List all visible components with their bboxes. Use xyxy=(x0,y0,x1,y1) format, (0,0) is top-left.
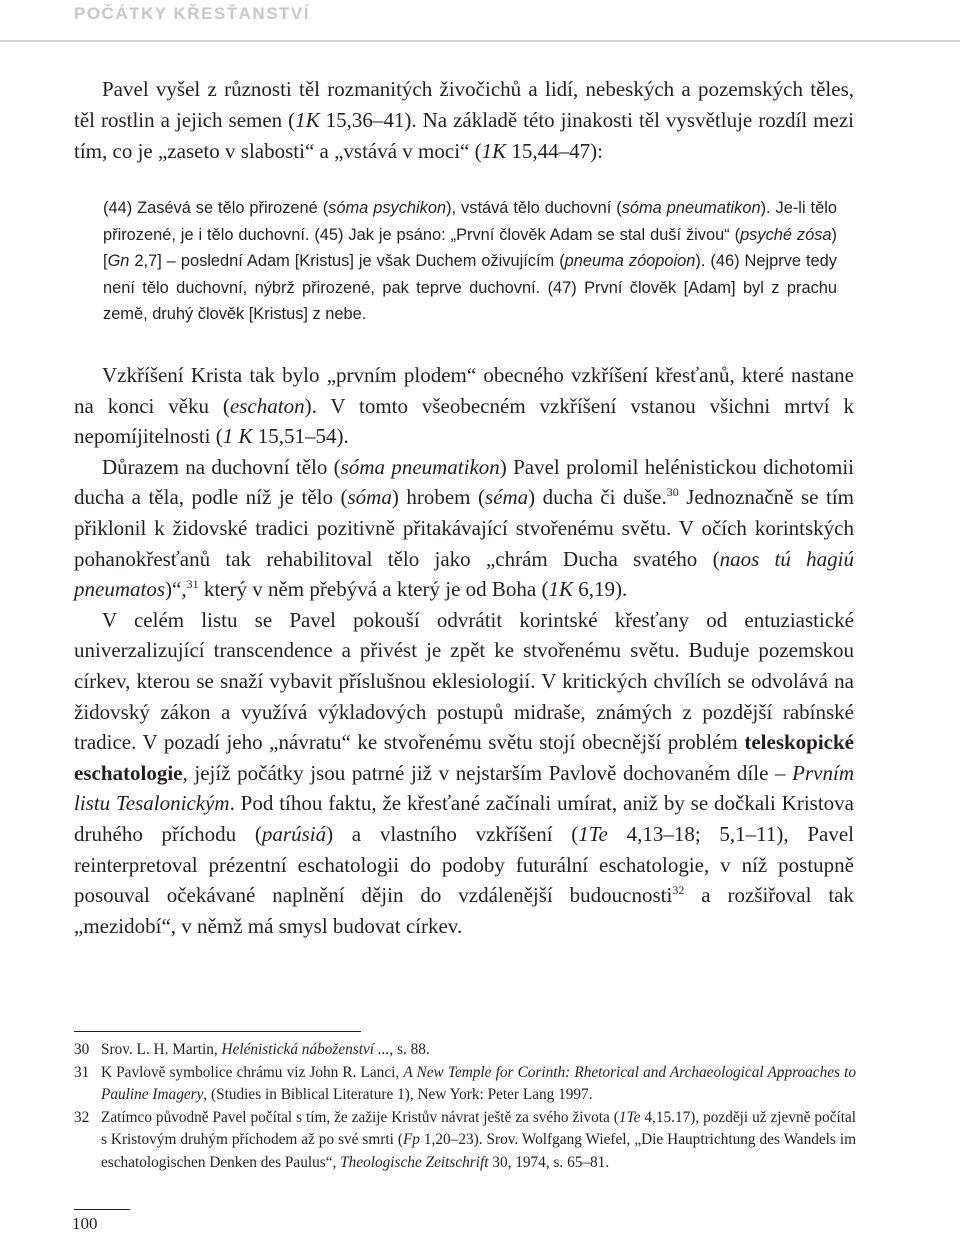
running-header-title: POČÁTKY KŘESŤANSTVÍ xyxy=(74,4,310,23)
cited-title: Theologische Zeitschrift xyxy=(340,1153,489,1171)
paragraph-text: ). V tomto všeobecném vzkříšení vstanou všichni mrtví k nepomíjitelnosti ( xyxy=(74,393,854,449)
paragraph-text: Jednoznačně se tím přiklonil k židovské tradici pozitivně přitakávající stvořenému světu. V očích korintských pohanokřesťanů tak rehabilitoval tělo jako „chrám Ducha svatého ( xyxy=(74,485,854,571)
paragraph-text: , jejíž počátky jsou patrné již v nejstarším Pavlově dochovaném díle ‒ xyxy=(182,760,793,785)
italic-term: sóma pneumatikon xyxy=(340,454,500,479)
italic-term: naos tú hagiú pneumatos xyxy=(74,546,854,602)
footnote-number: 32 xyxy=(74,1108,90,1126)
italic-term: sóma xyxy=(347,485,392,510)
paragraph-text: ) ducha či duše. xyxy=(528,485,667,510)
italic-term: parúsiá xyxy=(261,821,327,846)
paragraph-text: )“, xyxy=(165,577,187,602)
paragraph-text: 6,19). xyxy=(572,577,628,602)
greek-term: pneuma zóopoion xyxy=(564,252,696,271)
bold-term: teleskopické eschatologie xyxy=(74,730,854,785)
footnote xyxy=(74,1062,856,1107)
italic-term: séma xyxy=(484,485,529,510)
bible-reference: 1 K xyxy=(222,424,253,449)
quote-text: ) [ xyxy=(103,225,837,271)
bible-reference: Fp xyxy=(402,1131,420,1149)
intro-text: 15,36‒41). Na základě této jinakosti těl vysvětluje rozdíl mezi tím, co je „zaseto v slabosti“ a „vstává v moci“ ( xyxy=(74,108,854,163)
intro-paragraph xyxy=(74,74,854,167)
footnote-number: 31 xyxy=(74,1063,90,1081)
bible-reference: 1K xyxy=(481,139,507,163)
quote-text: ), vstává tělo duchovní ( xyxy=(446,199,622,217)
footnote-run: , (Studies in Biblical Literature 1), New York: Peter Lang 1997. xyxy=(203,1086,593,1104)
paragraph-text: ) hrobem ( xyxy=(391,485,485,510)
bible-reference: 1Te xyxy=(578,821,608,846)
paragraph-text: 4,13‒18; 5,1‒11), Pavel reinterpretoval prézentní eschatologii do podoby futurální eschatologie, v níž postupně posouval očekávané naplnění dějin do vzdálenější budoucnosti xyxy=(74,821,854,908)
footnote-marker[interactable]: 30 xyxy=(666,485,679,500)
greek-term: psyché zósa xyxy=(740,225,832,244)
body-paragraph xyxy=(74,605,854,942)
bible-reference: Gn xyxy=(107,252,130,271)
paragraph-text: který v něm přebývá a který je od Boha ( xyxy=(198,577,549,602)
footnote-run: 30, 1974, s. 65‒81. xyxy=(488,1153,610,1171)
body-text xyxy=(74,360,854,941)
bible-reference: 1Te xyxy=(618,1108,641,1126)
footnote-run: 1,20‒23). Srov. Wolfgang Wiefel, „Die Hauptrichtung des Wandels im eschatologischen Denken des Paulus“, xyxy=(101,1131,856,1171)
bible-reference: 1K xyxy=(548,577,573,602)
page-number-divider xyxy=(74,1209,130,1210)
footnote-number: 30 xyxy=(74,1041,90,1058)
footnote-text xyxy=(101,1039,856,1062)
footnotes xyxy=(74,1039,856,1175)
italic-term: Prvním listu Tesalonickým xyxy=(74,760,854,816)
quote-text: ). Je-li tělo přirozené, je i tělo duchovní. (45) Jak je psáno: „První člověk Adam se stal duší živou“ ( xyxy=(103,199,837,244)
body-paragraph xyxy=(74,452,854,605)
intro-text: 15,44‒47): xyxy=(506,139,603,163)
quote-text: (44) Zasévá se tělo přirozené ( xyxy=(103,199,329,217)
intro-text: Pavel vyšel z různosti těl rozmanitých živočichů a lidí, nebeských a pozemských těles, těl rostlin a jejich semen ( xyxy=(74,77,854,132)
footnote xyxy=(74,1039,856,1062)
paragraph-text: . Pod tíhou faktu, že křesťané začínali umírat, aniž by se dočkali Kristova druhého příchodu ( xyxy=(74,791,854,846)
footnote-run: Zatímco původně Pavel počítal s tím, že zažije Kristův návrat ještě za svého života ( xyxy=(101,1108,619,1126)
paragraph-text: V celém listu se Pavel pokouší odvrátit korintské křesťany od entuziastické univerzalizující transcendence a přivést je zpět ke stvořenému světu. Buduje pozemskou církev, kterou se snaží vybavit příslušnou eklesiologií. V kritických chvílích se odvolává na židovský zákon a využívá výkladových postupů midraše, známých z pozdější rabínské tradice. V pozadí jeho „návratu“ ke stvořenému světu stojí obecnější problém xyxy=(74,607,854,755)
greek-term: sóma pneumatikon xyxy=(621,199,761,217)
footnote-marker[interactable]: 31 xyxy=(186,577,199,592)
paragraph-text: ) Pavel prolomil helénistickou dichotomii ducha a těla, podle níž je tělo ( xyxy=(74,454,854,510)
footnote-run: K Pavlově symbolice chrámu viz John R. Lanci, xyxy=(101,1063,404,1081)
footnote-divider xyxy=(74,1031,361,1032)
body-paragraph xyxy=(74,360,854,452)
footnote-text xyxy=(101,1062,856,1107)
paragraph-text: Důrazem na duchovní tělo ( xyxy=(102,454,341,479)
footnote-text xyxy=(101,1107,856,1175)
bible-reference: 1K xyxy=(295,108,320,132)
quote-text: ). (46) Nejprve tedy není tělo duchovní, nýbrž přirozené, pak teprve duchovní. (47) První člověk [Adam] byl z prachu země, druhý člověk [Kristus] z nebe. xyxy=(103,252,837,324)
paragraph-text: Vzkříšení Krista tak bylo „prvním plodem“ obecného vzkříšení křesťanů, které nastane na konci věku ( xyxy=(74,363,854,418)
paragraph-text: a rozšiřoval tak „mezidobí“, v němž má smysl budovat církev. xyxy=(74,883,854,938)
greek-term: sóma psychikon xyxy=(328,199,447,217)
footnote-run: 4,15.17), později už zjevně počítal s Kristovým druhým příchodem až po své smrti ( xyxy=(101,1108,856,1149)
footnote-run: Srov. L. H. Martin, xyxy=(101,1041,222,1058)
footnote-marker[interactable]: 32 xyxy=(672,883,685,898)
footnote xyxy=(74,1107,856,1175)
running-header xyxy=(0,0,960,42)
scripture-quote xyxy=(103,195,837,328)
quote-text: 2,7] ‒ poslední Adam [Kristus] je však Duchem oživujícím ( xyxy=(129,252,565,271)
italic-term: eschaton xyxy=(229,393,305,418)
paragraph-text: ) a vlastního vzkříšení ( xyxy=(326,821,579,846)
page-number: 100 xyxy=(72,1214,98,1233)
cited-title: A New Temple for Corinth: Rhetorical and Archaeological Approaches to Pauline Imagery xyxy=(101,1063,856,1104)
paragraph-text: 15,51‒54). xyxy=(252,424,349,449)
footnote-run: , s. 88. xyxy=(389,1041,430,1058)
cited-title: Helénistická náboženství ... xyxy=(221,1041,390,1058)
